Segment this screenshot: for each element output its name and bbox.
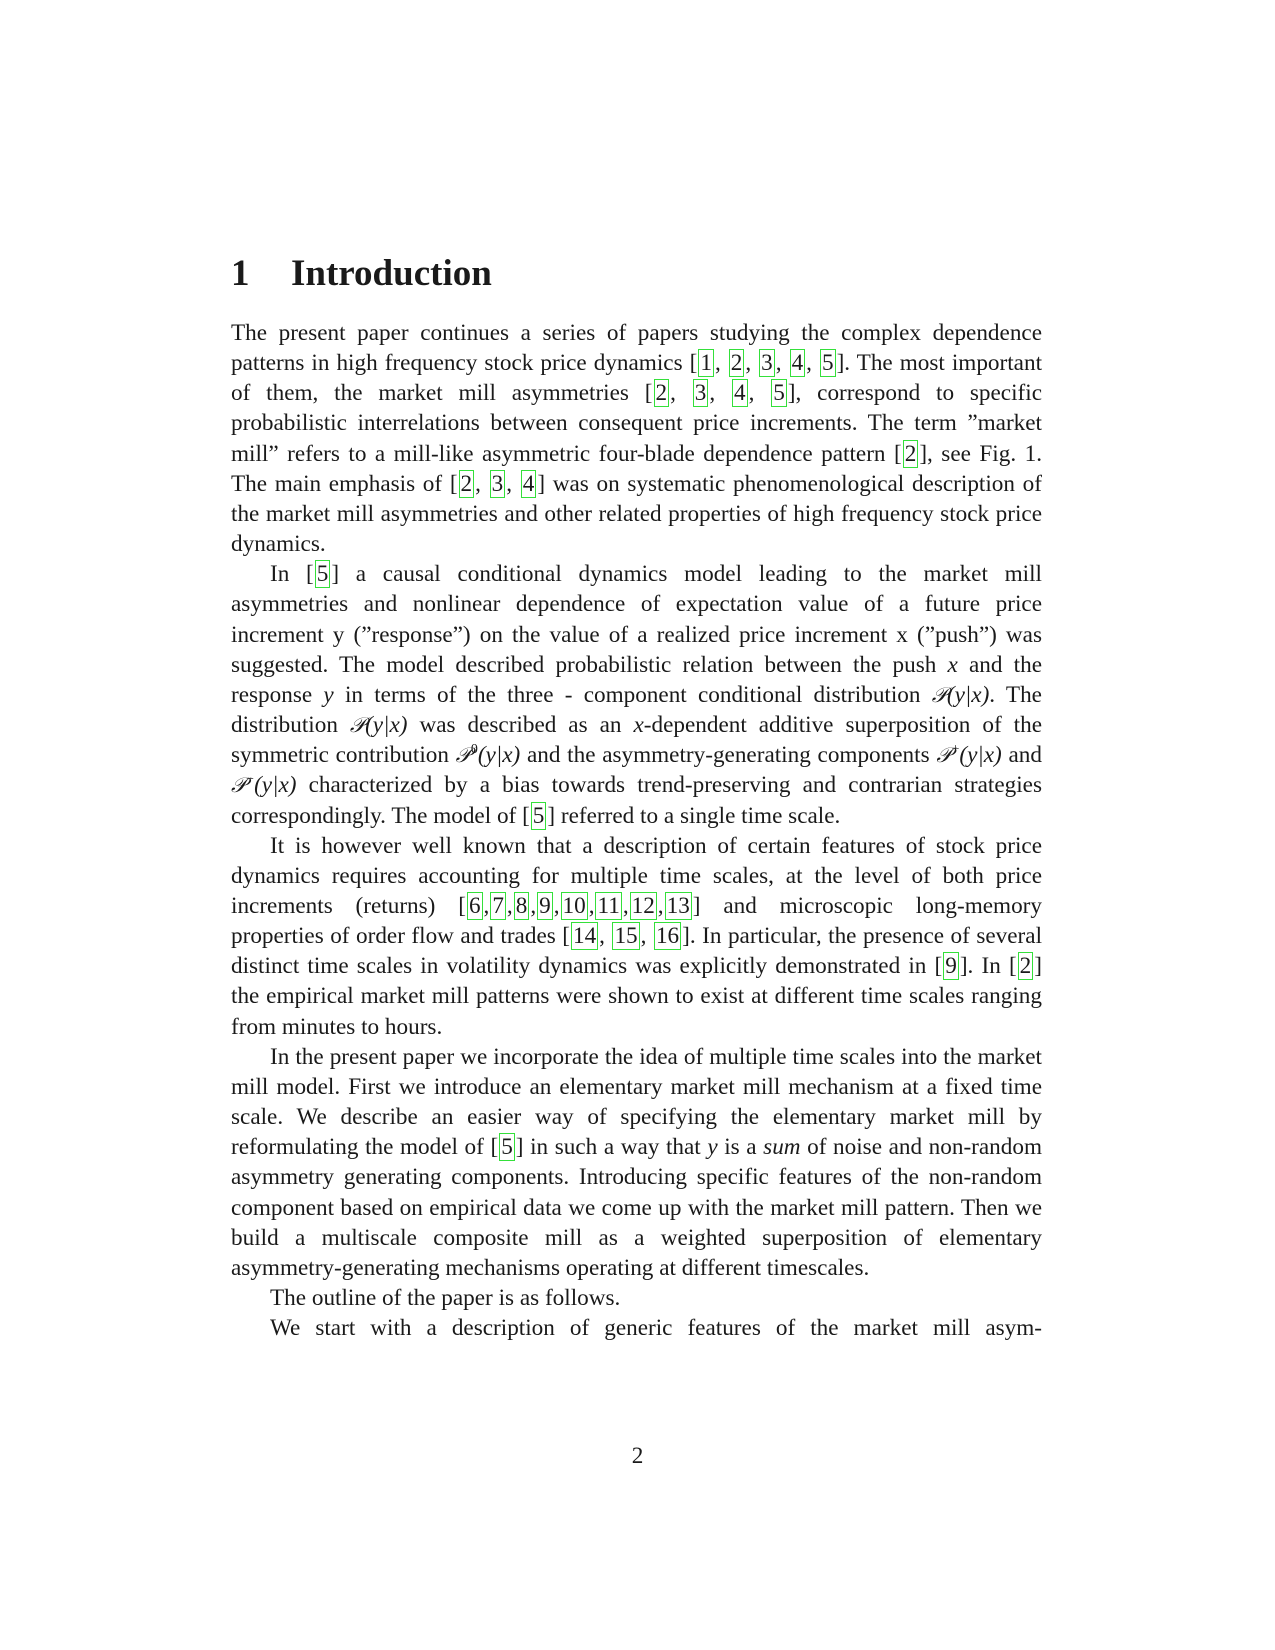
- citation-link[interactable]: 3: [491, 470, 504, 497]
- citation-link[interactable]: 5: [501, 1134, 513, 1161]
- citation-link[interactable]: 4: [522, 470, 535, 497]
- citation-link[interactable]: 7: [492, 892, 504, 919]
- citation-link[interactable]: 5: [773, 380, 785, 407]
- paragraph-2: In [ 5 ] a causal conditional dynamics model leading to the market mill asymmetries and nonlinear dependence of expectation value of a future price increment y (”response”) on the value of a realized price increment x (”push”) was suggested. The model described probabilistic relation between the push x and the response y in terms of the three - component conditional distribution 𝒫(y|x). The distribution 𝒫(y|x) was described as an x-dependent additive superposition of the symmetric contribution 𝒫$^0$(y|x) and the asymmetry-generating components 𝒫+(y|x) and 𝒫−(y|x) characterized by a bias towards trend-preserving and contrarian strategies correspondingly. The model of [ 5 ] referred to a single time scale.: [231, 561, 1043, 829]
- citation-link[interactable]: 10: [562, 892, 586, 919]
- citation-link[interactable]: 1: [700, 350, 712, 377]
- citation-link[interactable]: 12: [631, 892, 655, 919]
- citation-link[interactable]: 8: [515, 892, 528, 919]
- section-number: 1: [231, 253, 250, 294]
- citation-link[interactable]: 5: [532, 802, 545, 829]
- paragraph-4: In the present paper we incorporate the idea of multiple time scales into the market mill model. First we introduce an elementary market mill mechanism at a fixed time scale. We describe an easier way of specifying the elementary market mill by reformulating the model of [ 5 ] in such a way that y is a sum of noise and non-random asymmetry generating components. Introducing specific features of the non-random component based on empirical data we come up with the market mill pattern. Then we build a multiscale composite mill as a weighted superposition of elementary asymmetry-generating mechanisms operating at different timescales.: [231, 1043, 1043, 1281]
- citation-link[interactable]: 14: [572, 923, 597, 950]
- citation-link[interactable]: 13: [666, 892, 690, 919]
- paragraph-5: The outline of the paper is as follows.: [270, 1285, 621, 1311]
- citation-link[interactable]: 11: [597, 892, 620, 919]
- citation-link[interactable]: 16: [655, 923, 680, 950]
- citation-link[interactable]: 6: [468, 892, 481, 919]
- citation-link[interactable]: 2: [904, 440, 917, 467]
- citation-link[interactable]: 9: [945, 953, 957, 980]
- paragraph-6: We start with a description of generic features of the market mill asym-: [270, 1315, 1042, 1342]
- citation-link[interactable]: 4: [733, 380, 746, 407]
- citation-link[interactable]: 5: [316, 561, 329, 588]
- citation-link[interactable]: 2: [460, 470, 473, 497]
- citation-link[interactable]: 9: [539, 892, 551, 919]
- citation-link[interactable]: 2: [655, 380, 668, 407]
- citation-link[interactable]: 2: [730, 350, 743, 377]
- citation-link[interactable]: 4: [791, 350, 804, 377]
- citation-link[interactable]: 5: [821, 350, 834, 377]
- section-title: Introduction: [291, 253, 492, 294]
- citation-link[interactable]: 3: [694, 380, 707, 407]
- paragraph-3: It is however well known that a description of certain features of stock price dynamics requires accounting for multiple time scales, at the level of both price increments (returns) [ 6 , 7 , 8 , 9 , 10 , 11 , 12 , 13 ] and microscopic long-memory properties of order flow and trades [ 14 , 15 , 16 ]. In particular, the presence of several distinct time scales in volatility dynamics was explicitly demonstrated in [ 9 ]. In [ 2 ] the empirical market mill patterns were shown to exist at different time scales ranging from minutes to hours.: [231, 832, 1043, 1040]
- paragraph-1: The present paper continues a series of papers studying the complex dependence patterns in high frequency stock price dynamics [ 1 , 2 , 3 , 4 , 5 ]. The most important of them, the market mill asymmetries [ 2 , 3 , 4 , 5 ], correspond to specific probabilistic interrelations between consequent price increments. The term ”market mill” refers to a mill-like asymmetric four-blade dependence pattern [ 2 ], see Fig. 1. The main emphasis of [ 2 , 3 , 4 ] was on systematic phenomenological description of the market mill asymmetries and other related properties of high frequency stock price dynamics.: [231, 320, 1043, 558]
- page-number: 2: [631, 1443, 644, 1469]
- citation-link[interactable]: 2: [1019, 953, 1032, 980]
- section-body: [231, 318, 1042, 1343]
- section-heading: [231, 252, 492, 296]
- citation-link[interactable]: 3: [761, 350, 773, 377]
- citation-link[interactable]: 15: [614, 923, 638, 950]
